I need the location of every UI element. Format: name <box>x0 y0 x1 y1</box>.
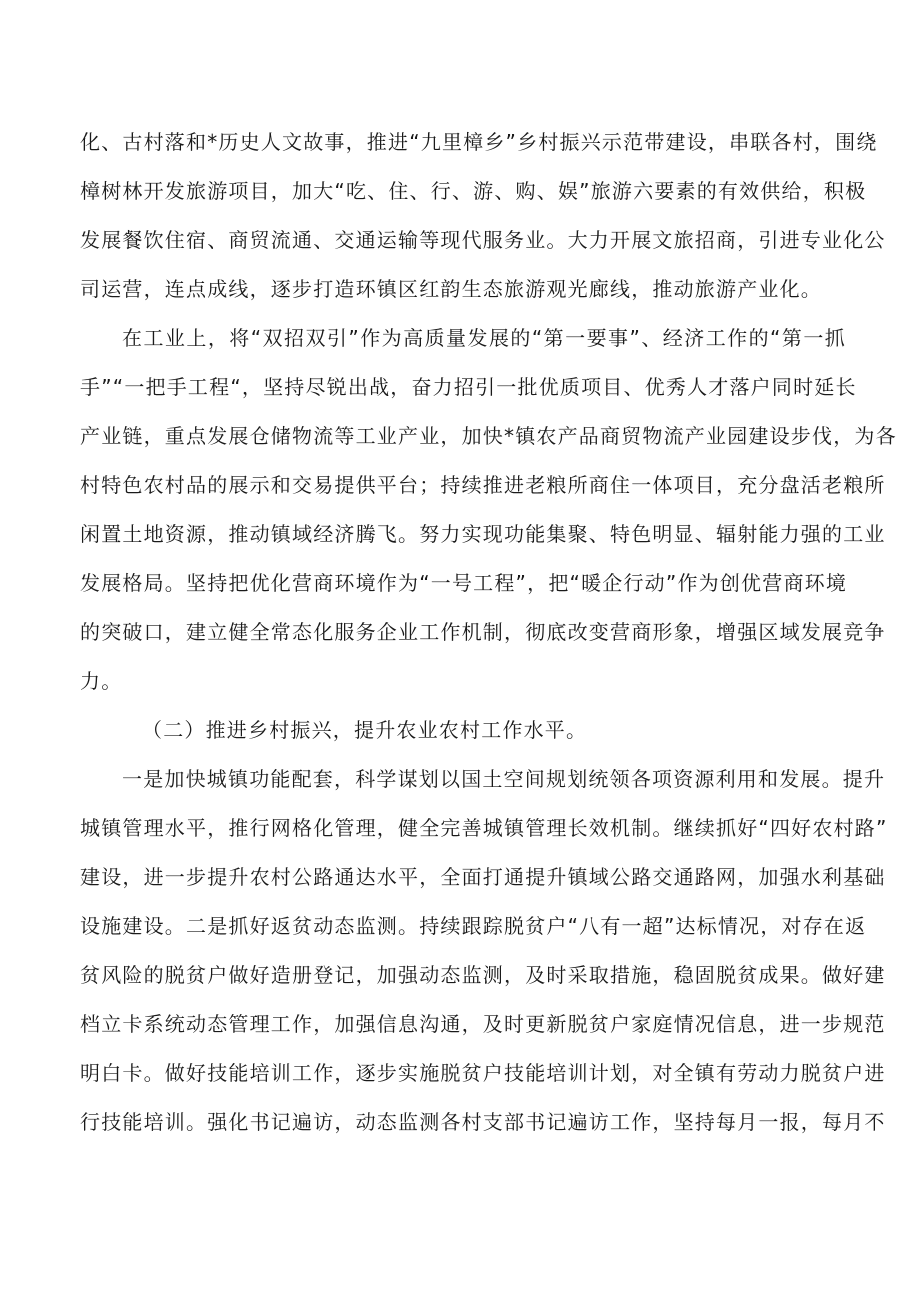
text-line: 档立卡系统动态管理工作，加强信息沟通，及时更新脱贫户家庭情况信息，进一步规范 <box>80 1012 886 1036</box>
paragraph-rural-revitalization <box>80 755 888 1147</box>
text-line: 明白卡。做好技能培训工作，逐步实施脱贫户技能培训计划，对全镇有劳动力脱贫户进 <box>80 1061 886 1085</box>
text-line: 樟树林开发旅游项目，加大“吃、住、行、游、购、娱”旅游六要素的有效供给，积极 <box>80 179 867 203</box>
text-line: 村特色农村品的展示和交易提供平台；持续推进老粮所商住一体项目，充分盘活老粮所 <box>80 473 886 497</box>
text-line: 行技能培训。强化书记遍访，动态监测各村支部书记遍访工作，坚持每月一报，每月不 <box>80 1110 886 1134</box>
text-line: 建设，进一步提升农村公路通达水平，全面打通提升镇域公路交通路网，加强水利基础 <box>80 865 886 889</box>
paragraph-industry <box>80 314 897 706</box>
text-line: 发展餐饮住宿、商贸流通、交通运输等现代服务业。大力开展文旅招商，引进专业化公 <box>80 228 886 252</box>
text-line: 设施建设。二是抓好返贫动态监测。持续跟踪脱贫户“八有一超”达标情况，对存在返 <box>80 914 867 938</box>
text-line: 城镇管理水平，推行网格化管理，健全完善城镇管理长效机制。继续抓好“四好农村路” <box>80 816 888 840</box>
heading-text: （二）推进乡村振兴，提升农业农村工作水平。 <box>142 718 588 742</box>
text-line: 化、古村落和*历史人文故事，推进“九里樟乡”乡村振兴示范带建设，串联各村，围绕 <box>80 130 878 154</box>
text-line: 一是加快城镇功能配套，科学谋划以国土空间规划统领各项资源利用和发展。提升 <box>122 767 886 791</box>
text-line: 在工业上，将“双招双引”作为高质量发展的“第一要事”、经济工作的“第一抓 <box>122 326 846 350</box>
text-line: 力。 <box>80 669 123 693</box>
text-line: 产业链，重点发展仓储物流等工业产业，加快*镇农产品商贸物流产业园建设步伐，为各 <box>80 424 897 448</box>
text-line: 的突破口，建立健全常态化服务企业工作机制，彻底改变营商形象，增强区域发展竞争 <box>80 620 886 644</box>
paragraph-tourism-continued <box>80 118 886 314</box>
text-line: 闲置土地资源，推动镇域经济腾飞。努力实现功能集聚、特色明显、辐射能力强的工业 <box>80 522 886 546</box>
text-line: 手”“一把手工程“，坚持尽锐出战，奋力招引一批优质项目、优秀人才落户同时延长 <box>80 375 857 399</box>
document-body <box>80 118 897 1147</box>
text-line: 贫风险的脱贫户做好造册登记，加强动态监测，及时采取措施，稳固脱贫成果。做好建 <box>80 963 886 987</box>
text-line: 发展格局。坚持把优化营商环境作为“一号工程”，把“暖企行动”作为创优营商环境 <box>80 571 848 595</box>
text-line: 司运营，连点成线，逐步打造环镇区红韵生态旅游观光廊线，推动旅游产业化。 <box>80 277 822 301</box>
section-heading <box>80 706 846 755</box>
